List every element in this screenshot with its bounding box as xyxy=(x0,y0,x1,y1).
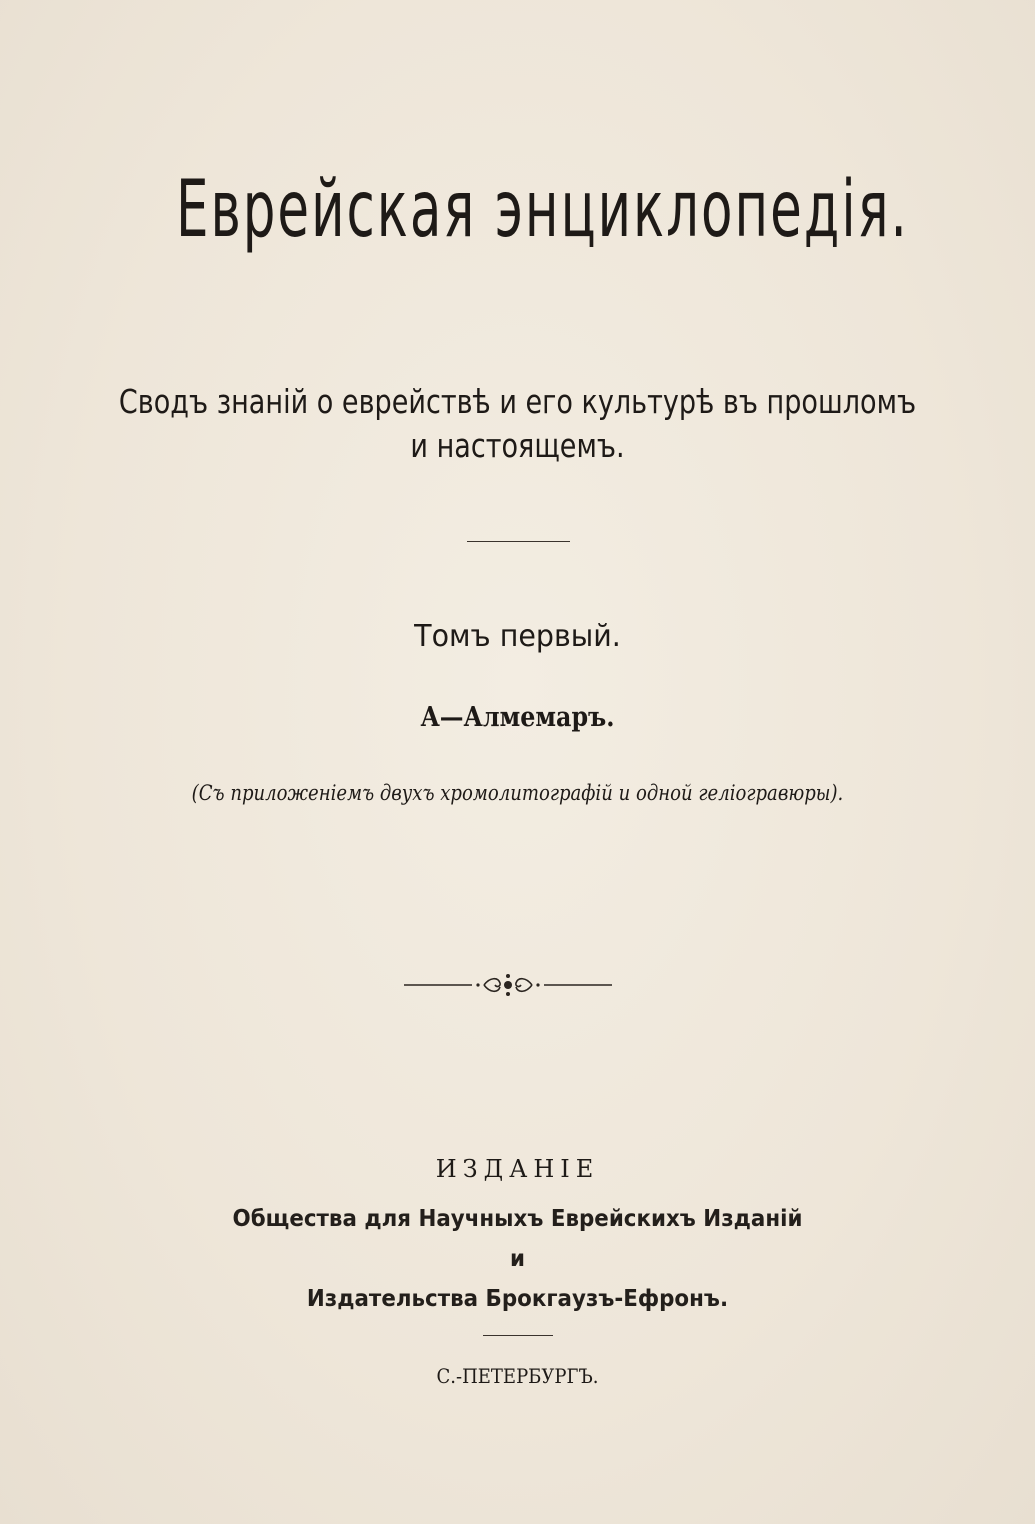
divider-rule-top xyxy=(467,541,570,542)
publisher-conjunction: и xyxy=(510,1246,525,1272)
volume-label: Томъ первый. xyxy=(414,619,621,654)
subtitle-line-2: и настоящемъ. xyxy=(410,426,625,465)
publisher-brockhaus-efron: Издательства Брокгаузъ-Ефронъ. xyxy=(306,1286,729,1312)
volume-range: А—Алмемаръ. xyxy=(420,702,615,733)
divider-rule-bottom xyxy=(483,1335,553,1336)
supplement-note: (Съ приложеніемъ двухъ хромолитографій и одной геліогравюры). xyxy=(191,781,844,805)
encyclopedia-title: Еврейская энциклопедія. xyxy=(175,165,909,255)
ornament-divider-icon xyxy=(400,970,616,1000)
publisher-society: Общества для Научныхъ Еврейскихъ Изданій xyxy=(232,1206,803,1232)
city-imprint: С.-ПЕТЕРБУРГЪ. xyxy=(436,1364,599,1388)
edition-heading: ИЗДАНІЕ xyxy=(435,1155,600,1183)
subtitle-line-1: Сводъ знаній о еврействѣ и его культурѣ въ прошломъ xyxy=(118,382,917,421)
